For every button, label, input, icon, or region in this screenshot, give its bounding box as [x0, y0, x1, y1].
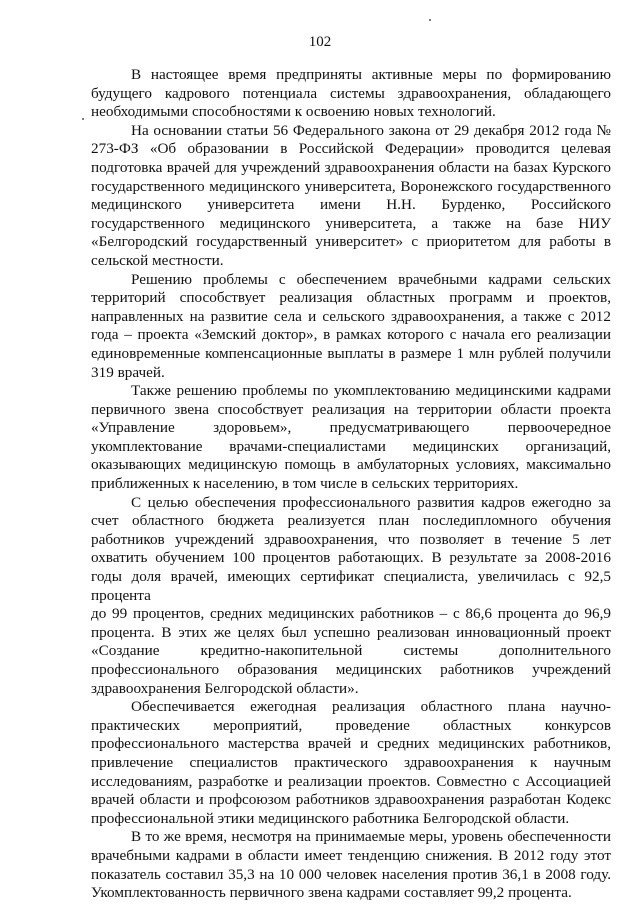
scan-speck	[429, 19, 431, 21]
paragraph: В настоящее время предприняты активные меры по формированию будущего кадрового потенциала системы здравоохранения, обладающего необходимыми способностями к освоению новых технологий.	[91, 66, 611, 121]
paragraph: На основании статьи 56 Федерального закона от 29 декабря 2012 года № 273-ФЗ «Об образовании в Российской Федерации» проводится целевая подготовка врачей для учреждений здравоохранения области на базах Курского государственного медицинского университета, Воронежского государственного медицинского университета имени Н.Н. Бурденко, Российского государственного медицинского университета, а также на базе НИУ «Белгородский государственный университет» с приоритетом для работы в сельской местности.	[91, 121, 611, 269]
paragraph: Решению проблемы с обеспечением врачебными кадрами сельских территорий способствует реализация областных программ и проектов, направленных на развитие села и сельского здравоохранения, а также с 2012 года – проекта «Земский доктор», в рамках которого с начала его реализации единовременные компенсационные выплаты в размере 1 млн рублей получили 319 врачей.	[91, 270, 611, 381]
paragraph: С целью обеспечения профессионального развития кадров ежегодно за счет областного бюджета реализуется план последипломного обучения работников учреждений здравоохранения, что позволяет в течение 5 лет охватить обучением 100 процентов работающих. В результате за 2008-2016 годы доля врачей, имеющих сертификат специалиста, увеличилась с 92,5 процента	[91, 493, 611, 604]
page-number: 102	[308, 34, 332, 50]
scan-speck	[82, 118, 84, 120]
paragraph: В то же время, несмотря на принимаемые меры, уровень обеспеченности врачебными кадрами в области имеет тенденцию снижения. В 2012 году этот показатель составил 35,3 на 10 000 человек населения против 36,1 в 2008 году. Укомплектованность первичного звена кадрами составляет 99,2 процента.	[91, 828, 611, 902]
paragraph: Также решению проблемы по укомплектованию медицинскими кадрами первичного звена способствует реализация на территории области проекта «Управление здоровьем», предусматривающего первоочередное укомплектование врачами-специалистами медицинских организаций, оказывающих медицинскую помощь в амбулаторных условиях, максимально приближенных к населению, в том числе в сельских территориях.	[91, 382, 611, 493]
body-text	[91, 66, 611, 903]
paragraph: Обеспечивается ежегодная реализация областного плана научно-практических мероприятий, проведение областных конкурсов профессионального мастерства врачей и средних медицинских работников, привлечение специалистов практического здравоохранения к научным исследованиям, разработке и реализации проектов. Совместно с Ассоциацией врачей области и профсоюзом работников здравоохранения разработан Кодекс профессиональной этики медицинского работника Белгородской области.	[91, 698, 611, 827]
paragraph: до 99 процентов, средних медицинских работников – с 86,6 процента до 96,9 процента. В этих же целях был успешно реализован инновационный проект «Создание кредитно-накопительной системы дополнительного профессионального образования медицинских работников учреждений здравоохранения Белгородской области».	[91, 605, 611, 697]
